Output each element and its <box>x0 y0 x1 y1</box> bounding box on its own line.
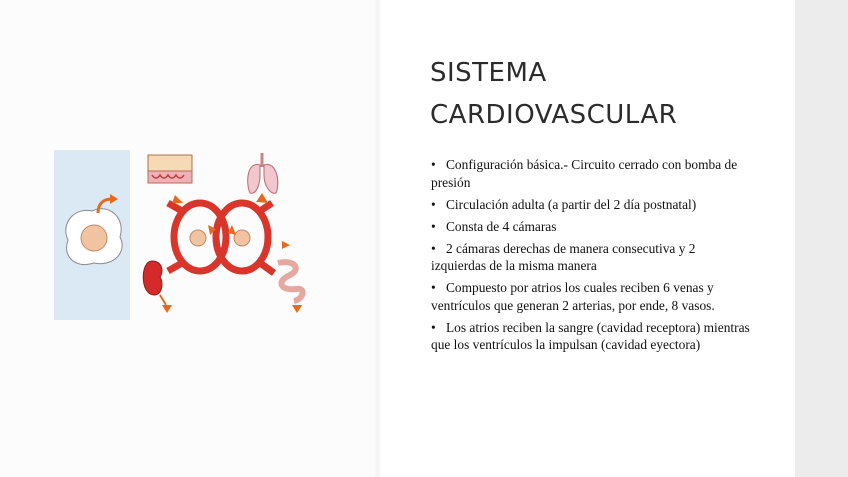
bullet-marker: • <box>431 157 436 172</box>
bullet-list <box>431 156 751 358</box>
heart-cell-right <box>234 230 250 246</box>
bullet-item <box>431 279 751 314</box>
title-line-1: sistema <box>430 47 547 90</box>
bullet-marker: • <box>431 196 436 212</box>
vessel-loops <box>168 203 274 273</box>
intestine-icon <box>278 262 303 301</box>
bullet-item <box>431 196 751 214</box>
pane-divider <box>374 0 382 477</box>
bullet-item <box>431 319 751 354</box>
bullet-text: Consta de 4 cámaras <box>446 218 557 234</box>
slide-title <box>430 48 770 132</box>
bullet-marker: • <box>431 280 436 295</box>
bullet-marker: • <box>431 218 436 234</box>
title-line-2: cardiovascular <box>430 89 678 132</box>
bullet-item <box>431 240 751 275</box>
bullet-item <box>431 156 751 191</box>
bullet-text: 2 cámaras derechas de manera consecutiva y 2 izquierdas de la misma manera <box>431 240 696 273</box>
cell-icon <box>66 209 122 265</box>
bullet-text: Configuración básica.- Circuito cerrado con bomba de presión <box>431 157 738 190</box>
skin-tissue-icon <box>148 155 192 183</box>
bullet-marker: • <box>431 319 436 335</box>
bullet-item <box>431 218 751 236</box>
bullet-marker: • <box>431 240 436 256</box>
bullet-text: Compuesto por atrios los cuales reciben 6 venas y ventrículos que generan 2 arterias, por ende, 8 vasos. <box>431 280 715 313</box>
kidney-icon <box>143 261 166 305</box>
heart-cell-left <box>190 230 206 246</box>
lungs-icon <box>248 153 278 193</box>
circulation-diagram <box>50 145 310 325</box>
bullet-text: Circulación adulta (a partir del 2 día postnatal) <box>446 196 697 212</box>
side-panel <box>795 0 848 477</box>
bullet-text: Los atrios reciben la sangre (cavidad receptora) mientras que los ventrículos la impulsan (cavidad eyectora) <box>431 319 750 352</box>
